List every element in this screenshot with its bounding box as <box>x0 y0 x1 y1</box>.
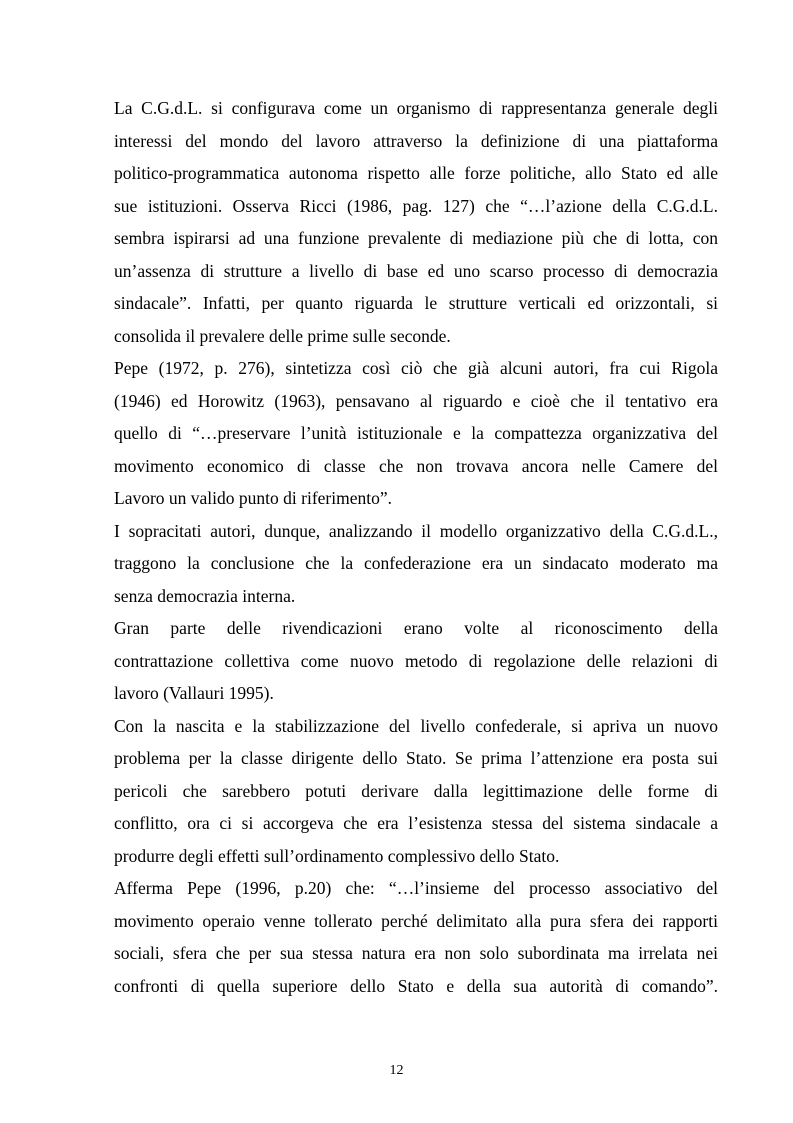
text-line: lavoro (Vallauri 1995). <box>114 683 274 703</box>
text-line: politico-programmatica autonoma rispetto alle forze politiche, allo Stato ed alle <box>114 163 718 183</box>
text-line: interessi del mondo del lavoro attraverso la definizione di una piattaforma <box>114 130 718 151</box>
text-line: I sopracitati autori, dunque, analizzando il modello organizzativo della C.G.d.L., <box>114 520 718 541</box>
text-line: senza democrazia interna. <box>114 585 296 606</box>
text-line: contrattazione collettiva come nuovo metodo di regolazione delle relazioni di <box>114 650 718 671</box>
text-line: (1946) ed Horowitz (1963), pensavano al riguardo e cioè che il tentativo era <box>114 390 718 411</box>
text-line: sue istituzioni. Osserva Ricci (1986, pag. 127) che “…l’azione della C.G.d.L. <box>114 195 718 216</box>
text-line: Con la nascita e la stabilizzazione del livello confederale, si apriva un nuovo <box>114 715 718 736</box>
paragraph-2 <box>114 352 718 515</box>
paragraph-3 <box>114 515 718 613</box>
text-line: sindacale”. Infatti, per quanto riguarda le strutture verticali ed orizzontali, si <box>114 293 718 313</box>
paragraph-6 <box>114 872 718 1002</box>
text-line: La C.G.d.L. si configurava come un organismo di rappresentanza generale degli <box>114 98 718 118</box>
text-line: movimento economico di classe che non trovava ancora nelle Camere del <box>114 455 718 476</box>
text-line: produrre degli effetti sull’ordinamento complessivo dello Stato. <box>114 845 560 866</box>
text-line: movimento operaio venne tollerato perché delimitato alla pura sfera dei rapporti <box>114 910 718 931</box>
text-line: sociali, sfera che per sua stessa natura era non solo subordinata ma irrelata nei <box>114 943 718 963</box>
text-line: Lavoro un valido punto di riferimento”. <box>114 488 392 508</box>
text-line: conflitto, ora ci si accorgeva che era l’esistenza stessa del sistema sindacale a <box>114 813 718 833</box>
text-line: problema per la classe dirigente dello Stato. Se prima l’attenzione era posta sui <box>114 748 718 768</box>
text-line: quello di “…preservare l’unità istituzionale e la compattezza organizzativa del <box>114 423 718 443</box>
text-line: traggono la conclusione che la confederazione era un sindacato moderato ma <box>114 553 718 573</box>
text-line: confronti di quella superiore dello Stato e della sua autorità di comando”. <box>114 975 718 996</box>
paragraph-1 <box>114 92 718 352</box>
page-number: 12 <box>389 1063 404 1078</box>
paragraph-4 <box>114 612 718 710</box>
paragraph-5 <box>114 710 718 873</box>
text-line: un’assenza di strutture a livello di base ed uno scarso processo di democrazia <box>114 260 718 281</box>
text-line: Afferma Pepe (1996, p.20) che: “…l’insieme del processo associativo del <box>114 878 718 898</box>
text-line: Gran parte delle rivendicazioni erano volte al riconoscimento della <box>114 618 718 638</box>
text-line: Pepe (1972, p. 276), sintetizza così ciò che già alcuni autori, fra cui Rigola <box>114 358 718 378</box>
text-line: sembra ispirarsi ad una funzione prevalente di mediazione più che di lotta, con <box>114 228 718 248</box>
text-line: pericoli che sarebbero potuti derivare dalla legittimazione delle forme di <box>114 780 718 801</box>
text-line: consolida il prevalere delle prime sulle seconde. <box>114 325 451 346</box>
body-text <box>114 92 718 1002</box>
